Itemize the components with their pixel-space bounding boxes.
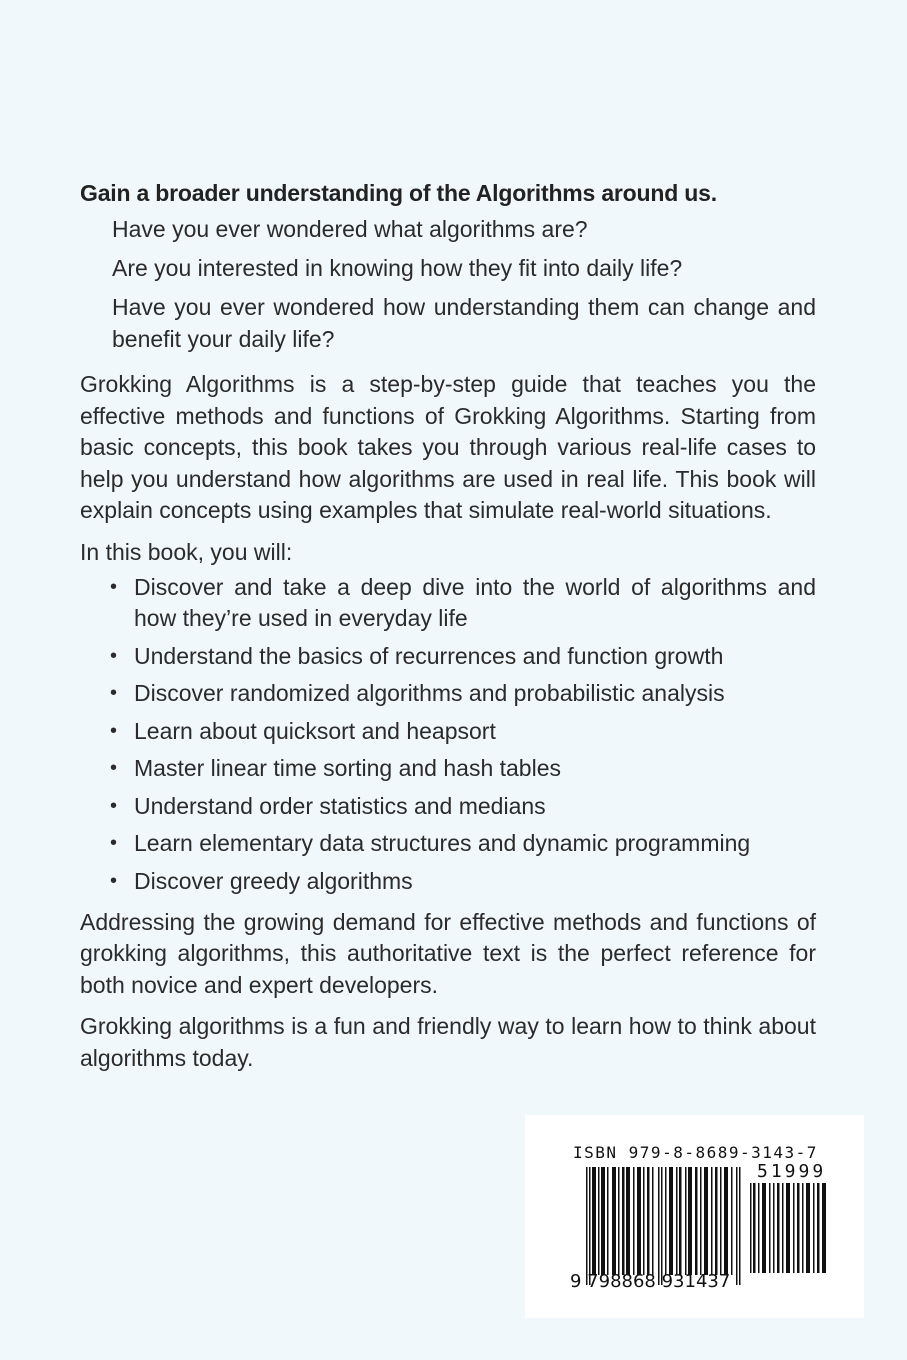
closing-paragraph-2: Grokking algorithms is a fun and friendly way to learn how to think about algorithms today.: [80, 1013, 816, 1071]
bullet-icon: •: [110, 794, 118, 817]
list-item: • Discover greedy algorithms: [110, 866, 816, 897]
list-item: • Learn elementary data structures and dynamic programming: [110, 828, 816, 859]
feature-list: [80, 572, 816, 897]
list-item: • Learn about quicksort and heapsort: [110, 716, 816, 747]
question-1: Have you ever wondered what algorithms are?: [112, 216, 588, 242]
list-intro: In this book, you will:: [80, 538, 293, 565]
bullet-icon: •: [110, 869, 118, 892]
bullet-icon: •: [110, 757, 118, 779]
bullet-icon: •: [110, 682, 118, 704]
ean-digits: 9 798868 931437: [570, 1271, 731, 1292]
back-cover-text: [80, 175, 816, 1074]
addon-barcode-bars-icon: [750, 1183, 828, 1273]
heading: Gain a broader understanding of the Algorithms around us.: [80, 180, 717, 206]
bullet-icon: •: [110, 576, 118, 598]
bullet-icon: •: [110, 644, 118, 667]
barcode-bars-icon: [586, 1167, 742, 1285]
bullet-icon: •: [110, 719, 118, 742]
question-3: Have you ever wondered how understanding them can change and benefit your daily life?: [112, 294, 816, 352]
list-item: • Understand order statistics and medians: [110, 791, 816, 822]
closing-paragraph-1: Addressing the growing demand for effective methods and functions of grokking algorithms, this authoritative text is the perfect reference for both novice and expert developers.: [80, 908, 816, 998]
isbn-label: ISBN 979-8-8689-3143-7: [573, 1143, 818, 1162]
list-item: • Discover randomized algorithms and probabilistic analysis: [110, 678, 816, 709]
bullet-icon: •: [110, 832, 118, 854]
list-item: • Master linear time sorting and hash tables: [110, 753, 816, 784]
list-item: • Understand the basics of recurrences and function growth: [110, 641, 816, 672]
price-addon-code: 51999: [757, 1161, 827, 1182]
isbn-barcode: [525, 1115, 864, 1318]
question-2: Are you interested in knowing how they fit into daily life?: [112, 255, 683, 281]
list-item: • Discover and take a deep dive into the world of algorithms and how they’re used in everyday life: [110, 574, 816, 631]
description-paragraph: Grokking Algorithms is a step-by-step guide that teaches you the effective methods and functions of Grokking Algorithms. Starting from basic concepts, this book takes you through various real-life cases to help you understand how algorithms are used in real life. This book will explain concepts using examples that simulate real-world situations.: [80, 371, 816, 523]
